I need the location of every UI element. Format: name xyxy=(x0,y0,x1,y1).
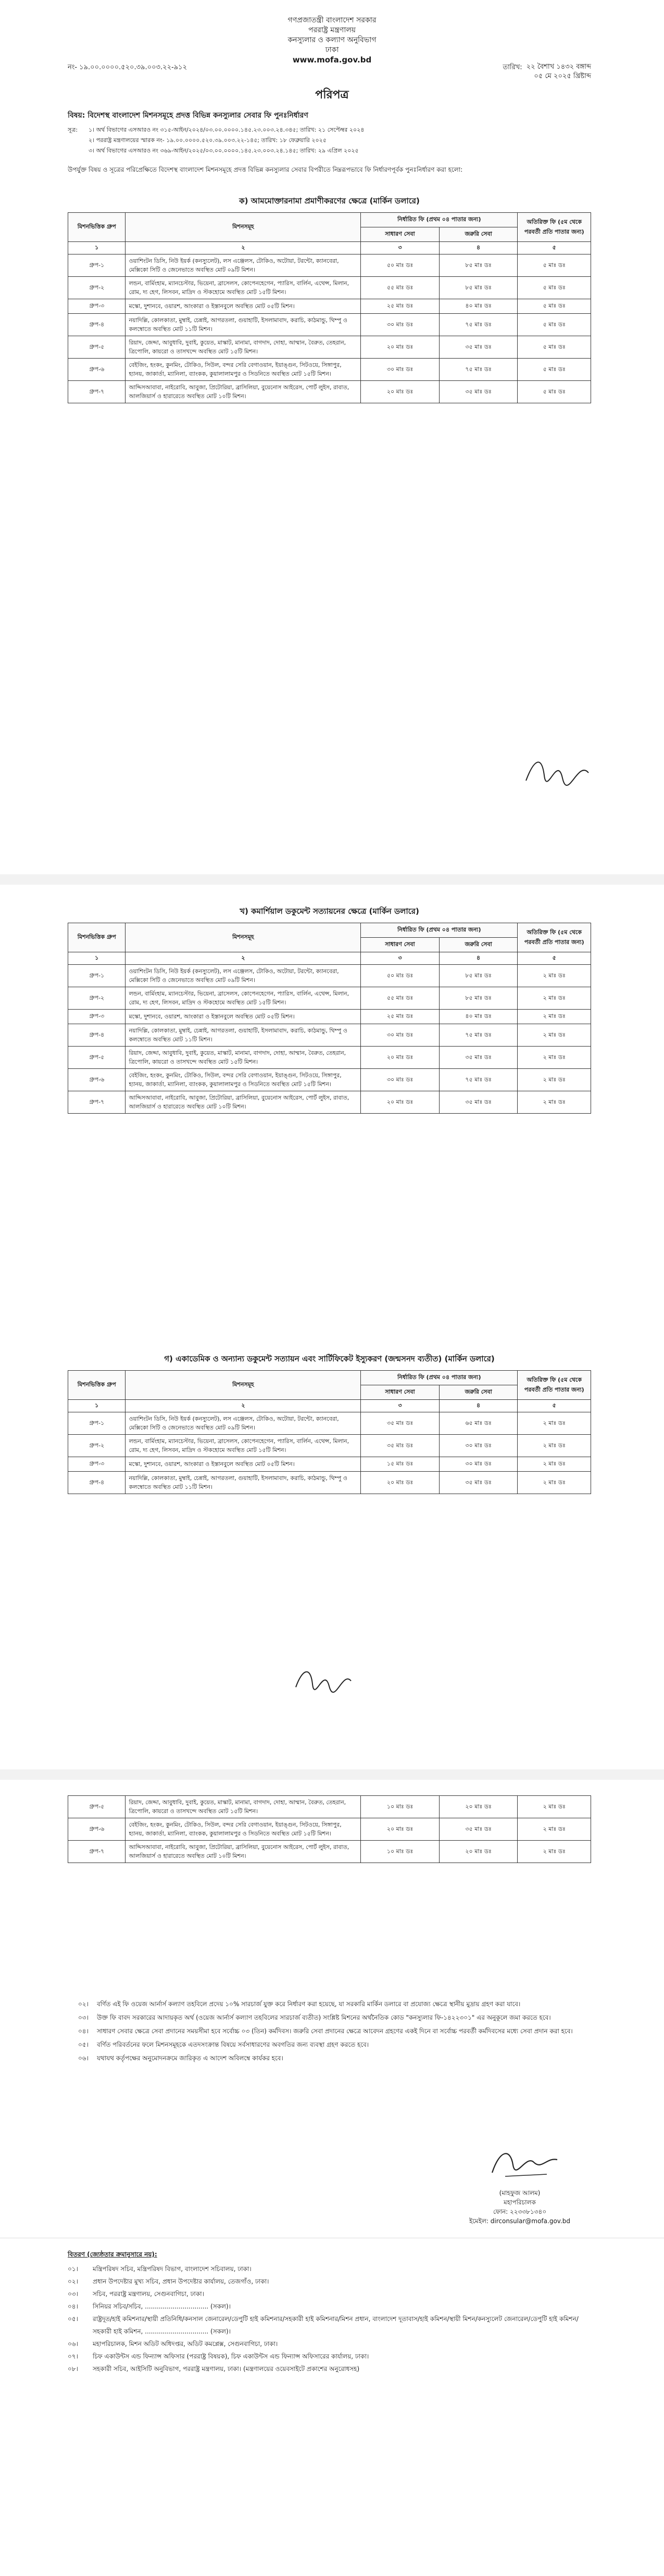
note-item xyxy=(78,2039,586,2050)
normal-fee-cell: ১০ মাঃ ডঃ xyxy=(361,1796,440,1818)
missions-cell: আদ্দিসআবাবা, নাইরোবি, আবুজা, প্রিটোরিয়া, ব্রাসিলিয়া, বুয়েনোস আইরেস, পোর্ট লুইস, রাবাত, আলজিয়ার্স ও হারারেতে অবস্থিত মোট ১০টি মিশন। xyxy=(126,1841,361,1863)
urgent-fee-cell: ৬৫ মাঃ ডঃ xyxy=(439,1412,518,1435)
distribution-number: ০৮। xyxy=(68,2365,78,2373)
table-row xyxy=(68,314,591,336)
extra-fee-cell: ২ মাঃ ডঃ xyxy=(518,1091,591,1114)
table-row xyxy=(68,965,591,987)
document-page-1 xyxy=(0,0,664,874)
section-b xyxy=(68,906,591,1114)
distribution-number: ০২। xyxy=(68,2278,78,2285)
urgent-fee-cell: ৭৫ মাঃ ডঃ xyxy=(439,359,518,381)
extra-fee-cell: ৫ মাঃ ডঃ xyxy=(518,359,591,381)
section-b-heading: খ) কমার্শিয়াল ডকুমেন্ট সত্যায়নের ক্ষেত্রে (মার্কিন ডলারে) xyxy=(240,907,419,916)
column-number: ৩ xyxy=(361,242,440,254)
normal-fee-cell: ২০ মাঃ ডঃ xyxy=(361,381,440,403)
column-number: ৫ xyxy=(518,242,591,254)
memo-row xyxy=(68,62,591,81)
group-cell: গ্রুপ-৪ xyxy=(68,314,126,336)
extra-fee-cell: ৫ মাঃ ডঃ xyxy=(518,381,591,403)
missions-cell: রিয়াদ, জেদ্দা, আবুধাবি, দুবাই, কুয়েত, মাস্কাট, মানামা, বাগদাদ, দোহা, আম্মান, বৈরুত, তেহরান, ত্রিপোলি, কায়রো ও তাসখন্দে অবস্থিত মোট ১৫টি মিশন। xyxy=(126,1796,361,1818)
normal-fee-cell: ৩০ মাঃ ডঃ xyxy=(361,1024,440,1047)
document-page-2 xyxy=(0,885,664,1769)
urgent-fee-cell: ৪০ মাঃ ডঃ xyxy=(439,1010,518,1024)
subject-line xyxy=(68,109,591,122)
distribution-item xyxy=(68,2288,591,2300)
memo-date xyxy=(527,62,591,81)
group-cell: গ্রুপ-৭ xyxy=(68,1841,126,1863)
missions-cell: ওয়াশিংটন ডিসি, নিউ ইয়র্ক (কনস্যুলেট), লস এঞ্জেলস, টোকিও, অটোয়া, টরন্টো, ক্যানবেরা, মেক্সিকো সিটি ও জেনেভাতে অবস্থিত মোট ০৯টি মিশন। xyxy=(126,1412,361,1435)
fee-table-b xyxy=(68,923,591,1114)
initials-signature xyxy=(292,1660,354,1697)
distribution-list xyxy=(68,2248,591,2375)
normal-fee-cell: ৩৫ মাঃ ডঃ xyxy=(361,1435,440,1457)
subject-text: বিদেশস্থ বাংলাদেশ মিশনসমূহে প্রদত্ত বিভিন্ন কনস্যুলার সেবার ফি পুনঃনির্ধারণ xyxy=(87,111,308,120)
extra-fee-cell: ২ মাঃ ডঃ xyxy=(518,1047,591,1069)
normal-fee-cell: ১০ মাঃ ডঃ xyxy=(361,1841,440,1863)
note-text: বর্ণিত পরিবর্তনের ফলে মিশনসমূহকে এতদসংক্রান্ত বিষয়ে সর্বসাধারণের অবগতির জন্য ব্যবস্থা গ্রহণ করতে হবে। xyxy=(97,2041,369,2048)
document-page-3 xyxy=(0,1780,664,2576)
normal-fee-cell: ৫০ মাঃ ডঃ xyxy=(361,254,440,277)
section-a-heading: ক) আমমোক্তারনামা প্রমাণীকরণের ক্ষেত্রে (মার্কিন ডলারে) xyxy=(239,196,420,206)
normal-fee-cell: ৫৫ মাঃ ডঃ xyxy=(361,277,440,299)
column-number: ৪ xyxy=(439,952,518,965)
urgent-fee-cell: ৮৫ মাঃ ডঃ xyxy=(439,277,518,299)
note-number: ০২। xyxy=(78,2000,89,2008)
column-header-fee: নির্ধারিত ফি (প্রথম ০৪ পাতার জন্য) xyxy=(361,213,518,227)
extra-fee-cell: ২ মাঃ ডঃ xyxy=(518,1069,591,1091)
column-number: ১ xyxy=(68,1400,126,1412)
section-c xyxy=(68,1353,591,1494)
table-row xyxy=(68,359,591,381)
group-cell: গ্রুপ-৪ xyxy=(68,1472,126,1494)
missions-cell: মস্কো, দুশানবে, ওয়ারশ, আংকারা ও ইস্তানবুলে অবস্থিত মোট ০৫টি মিশন। xyxy=(126,299,361,314)
memo-date-bangla: ২২ বৈশাখ ১৪৩২ বঙ্গাব্দ xyxy=(526,63,591,71)
reference-item: ১। অর্থ বিভাগের এসআরও নং ৩১৫-আইন/২০২৪/০৩.০০.০০০০.১৪৫.২৩.০০৩.২৪.৩৪৫; তারিখ: ২১ সেপ্টেম্বর ২০২৪ xyxy=(89,126,365,133)
letterhead-line: পররাষ্ট্র মন্ত্রণালয় xyxy=(308,26,356,34)
table-row xyxy=(68,1047,591,1069)
normal-fee-cell: ৩০ মাঃ ডঃ xyxy=(361,1069,440,1091)
group-cell: গ্রুপ-৪ xyxy=(68,1024,126,1047)
extra-fee-cell: ৫ মাঃ ডঃ xyxy=(518,277,591,299)
note-item xyxy=(78,2052,586,2064)
table-row xyxy=(68,1024,591,1047)
distribution-item xyxy=(68,2275,591,2288)
group-cell: গ্রুপ-৬ xyxy=(68,1818,126,1841)
table-row xyxy=(68,336,591,359)
missions-cell: লন্ডন, বার্মিংহাম, ম্যানচেস্টার, ভিয়েনা, ব্রাসেলস, কোপেনহেগেন, প্যারিস, বার্লিন, এথেন্স, মিলান, রোম, দ্য হেগ, লিসবন, মাদ্রিদ ও স্টকহোমে অবস্থিত মোট ১৫টি মিশন। xyxy=(126,987,361,1010)
extra-fee-cell: ২ মাঃ ডঃ xyxy=(518,987,591,1010)
table-row xyxy=(68,1010,591,1024)
note-item xyxy=(78,1998,586,2010)
extra-fee-cell: ২ মাঃ ডঃ xyxy=(518,1841,591,1863)
column-header-urgent: জরুরি সেবা xyxy=(439,938,518,952)
extra-fee-cell: ৫ মাঃ ডঃ xyxy=(518,336,591,359)
column-number: ১ xyxy=(68,952,126,965)
column-number: ৫ xyxy=(518,1400,591,1412)
group-cell: গ্রুপ-৭ xyxy=(68,1091,126,1114)
extra-fee-cell: ৫ মাঃ ডঃ xyxy=(518,299,591,314)
urgent-fee-cell: ৩৫ মাঃ ডঃ xyxy=(439,1472,518,1494)
intro-paragraph: উপর্যুক্ত বিষয় ও সূত্রের পরিপ্রেক্ষিতে বিদেশস্থ বাংলাদেশ মিশনসমূহে প্রদত্ত বিভিন্ন কনস্যুলার সেবার বিপরীতে নিম্নরূপভাবে ফি নির্ধারণপূর্বক পুনঃনির্ধারণ করা হলো: xyxy=(68,166,463,173)
column-header-normal: সাধারণ সেবা xyxy=(361,1385,440,1400)
note-text: বর্ণিত এই ফি ওয়েজ আর্নার্স কল্যাণ তহবিলে প্রদেয় ১০% সারচার্জ যুক্ত করে নির্ধারণ করা হয়েছে, যা সরকারি মার্কিন ডলারে বা প্রযোজ্য ক্ষেত্রে স্থানীয় মুদ্রায় গ্রহণ করা যাবে। xyxy=(97,2000,521,2008)
column-header-extra: অতিরিক্ত ফি (৫ম থেকে পরবর্তী প্রতি পাতার জন্য) xyxy=(518,213,591,242)
column-header-extra: অতিরিক্ত ফি (৫ম থেকে পরবর্তী প্রতি পাতার জন্য) xyxy=(518,923,591,952)
notes-list xyxy=(78,1998,586,2066)
missions-cell: মস্কো, দুশানবে, ওয়ারশ, আংকারা ও ইস্তানবুলে অবস্থিত মোট ০৫টি মিশন। xyxy=(126,1457,361,1472)
distribution-number: ০৭। xyxy=(68,2353,78,2360)
missions-cell: রিয়াদ, জেদ্দা, আবুধাবি, দুবাই, কুয়েত, মাস্কাট, মানামা, বাগদাদ, দোহা, আম্মান, বৈরুত, তেহরান, ত্রিপোলি, কায়রো ও তাসখন্দে অবস্থিত মোট ১৫টি মিশন। xyxy=(126,336,361,359)
normal-fee-cell: ২০ মাঃ ডঃ xyxy=(361,1047,440,1069)
signatory-name: (মাহফুজ আলম) xyxy=(499,2189,541,2197)
note-item xyxy=(78,2012,586,2023)
fee-table-a xyxy=(68,212,591,403)
note-number: ০৬। xyxy=(78,2055,89,2062)
extra-fee-cell: ২ মাঃ ডঃ xyxy=(518,965,591,987)
urgent-fee-cell: ৩৫ মাঃ ডঃ xyxy=(439,1047,518,1069)
extra-fee-cell: ২ মাঃ ডঃ xyxy=(518,1010,591,1024)
extra-fee-cell: ৫ মাঃ ডঃ xyxy=(518,314,591,336)
missions-cell: ওয়াশিংটন ডিসি, নিউ ইয়র্ক (কনস্যুলেট), লস এঞ্জেলস, টোকিও, অটোয়া, টরন্টো, ক্যানবেরা, মেক্সিকো সিটি ও জেনেভাতে অবস্থিত মোট ০৯টি মিশন। xyxy=(126,254,361,277)
group-cell: গ্রুপ-৩ xyxy=(68,1457,126,1472)
column-header-fee: নির্ধারিত ফি (প্রথম ০৪ পাতার জন্য) xyxy=(361,923,518,938)
missions-cell: ওয়াশিংটন ডিসি, নিউ ইয়র্ক (কনস্যুলেট), লস এঞ্জেলস, টোকিও, অটোয়া, টরন্টো, ক্যানবেরা, মেক্সিকো সিটি ও জেনেভাতে অবস্থিত মোট ০৯টি মিশন। xyxy=(126,965,361,987)
urgent-fee-cell: ৩৫ মাঃ ডঃ xyxy=(439,336,518,359)
urgent-fee-cell: ২০ মাঃ ডঃ xyxy=(439,1841,518,1863)
missions-cell: বেইজিং, হংকং, কুনমিং, টোকিও, সিউল, বন্দর সেরি বেগাওয়ান, ইয়াঙ্গুন, সিটওয়ে, সিঙ্গাপুর, হ্যানয়, জাকার্তা, ম্যানিলা, ব্যাংকক, কুয়ালালামপুর ও সিডনিতে অবস্থিত মোট ১৫টি মিশন। xyxy=(126,1818,361,1841)
note-number: ০৩। xyxy=(78,2014,89,2021)
column-header-normal: সাধারণ সেবা xyxy=(361,938,440,952)
urgent-fee-cell: ৭৫ মাঃ ডঃ xyxy=(439,1069,518,1091)
memo-date-label: তারিখ: xyxy=(503,63,522,71)
column-number: ৩ xyxy=(361,1400,440,1412)
initials-signature xyxy=(521,749,594,791)
distribution-number: ০৪। xyxy=(68,2303,78,2310)
reference-list xyxy=(68,125,591,156)
signatory-title: মহাপরিচালক xyxy=(504,2199,536,2206)
normal-fee-cell: ৫০ মাঃ ডঃ xyxy=(361,965,440,987)
note-text: যথাযথ কর্তৃপক্ষের অনুমোদনক্রমে জারিকৃত এ আদেশ অবিলম্বে কার্যকর হবে। xyxy=(97,2055,283,2062)
column-header-missions: মিশনসমূহ xyxy=(126,923,361,952)
table-row xyxy=(68,1818,591,1841)
column-header-missions: মিশনসমূহ xyxy=(126,213,361,242)
urgent-fee-cell: ৮৫ মাঃ ডঃ xyxy=(439,965,518,987)
section-c-heading: গ) একাডেমিক ও অন্যান্য ডকুমেন্ট সত্যায়ন এবং সার্টিফিকেট ইস্যুকরণ (জন্মসনদ ব্যতীত) (মার্কিন ডলারে) xyxy=(164,1354,495,1363)
column-header-normal: সাধারণ সেবা xyxy=(361,227,440,242)
group-cell: গ্রুপ-৬ xyxy=(68,359,126,381)
distribution-number: ০১। xyxy=(68,2265,78,2273)
document-title: পরিপত্র xyxy=(315,88,349,101)
missions-cell: আদ্দিসআবাবা, নাইরোবি, আবুজা, প্রিটোরিয়া, ব্রাসিলিয়া, বুয়েনোস আইরেস, পোর্ট লুইস, রাবাত, আলজিয়ার্স ও হারারেতে অবস্থিত মোট ১০টি মিশন। xyxy=(126,1091,361,1114)
group-cell: গ্রুপ-৬ xyxy=(68,1069,126,1091)
extra-fee-cell: ৫ মাঃ ডঃ xyxy=(518,254,591,277)
group-cell: গ্রুপ-১ xyxy=(68,1412,126,1435)
note-text: উক্ত ফি বাবদ সরকারের আদায়কৃত অর্থ (ওয়েজ আর্নার্স কল্যাণ তহবিলের সারচার্জ ব্যতীত) সংশ্লিষ্ট মিশনের অর্থনৈতিক কোড "কনস্যুলার ফি-১৪২২৩০১" এর অনুকূলে জমা করতে হবে। xyxy=(97,2014,551,2021)
table-row xyxy=(68,277,591,299)
normal-fee-cell: ২৫ মাঃ ডঃ xyxy=(361,299,440,314)
missions-cell: আদ্দিসআবাবা, নাইরোবি, আবুজা, প্রিটোরিয়া, ব্রাসিলিয়া, বুয়েনোস আইরেস, পোর্ট লুইস, রাবাত, আলজিয়ার্স ও হারারেতে অবস্থিত মোট ১০টি মিশন। xyxy=(126,381,361,403)
table-row xyxy=(68,1435,591,1457)
section-c-continued xyxy=(68,1795,591,1863)
distribution-text: সচিব, পররাষ্ট্র মন্ত্রণালয়, সেগুনবাগিচা, ঢাকা। xyxy=(93,2290,204,2298)
distribution-item xyxy=(68,2363,591,2375)
missions-cell: লন্ডন, বার্মিংহাম, ম্যানচেস্টার, ভিয়েনা, ব্রাসেলস, কোপেনহেগেন, প্যারিস, বার্লিন, এথেন্স, মিলান, রোম, দ্য হেগ, লিসবন, মাদ্রিদ ও স্টকহোমে অবস্থিত মোট ১৫টি মিশন। xyxy=(126,1435,361,1457)
table-row xyxy=(68,1412,591,1435)
group-cell: গ্রুপ-৩ xyxy=(68,299,126,314)
distribution-text: সহকারী সচিব, আইসিটি অনুবিভাগ, পররাষ্ট্র মন্ত্রণালয়, ঢাকা। (মন্ত্রণালয়ের ওয়েবসাইটে প্রকাশের অনুরোধসহ) xyxy=(93,2365,360,2373)
memo-date-wrap xyxy=(503,62,591,81)
fee-table-c xyxy=(68,1370,591,1494)
normal-fee-cell: ২০ মাঃ ডঃ xyxy=(361,1472,440,1494)
column-header-urgent: জরুরি সেবা xyxy=(439,1385,518,1400)
urgent-fee-cell: ৭৫ মাঃ ডঃ xyxy=(439,1024,518,1047)
table-row xyxy=(68,1091,591,1114)
extra-fee-cell: ২ মাঃ ডঃ xyxy=(518,1435,591,1457)
subject-label: বিষয়: xyxy=(68,111,85,120)
urgent-fee-cell: ৩৫ মাঃ ডঃ xyxy=(439,1091,518,1114)
reference-item: ৩। অর্থ বিভাগের এসআরও নং ৩৬৯-আইন/২০২৫/০৩.০০.০০০০.১৪৫.২৩.০০৩.২৪.১৪৫; তারিখ: ২৯ এপ্রিল ২০২৫ xyxy=(89,147,359,154)
signatory-email[interactable]: ইমেইল: dirconsular@mofa.gov.bd xyxy=(469,2217,570,2225)
group-cell: গ্রুপ-৫ xyxy=(68,1796,126,1818)
column-header-group: মিশনভিত্তিক গ্রুপ xyxy=(68,213,126,242)
column-number: ৪ xyxy=(439,1400,518,1412)
handwritten-signature xyxy=(484,2144,562,2186)
column-number: ১ xyxy=(68,242,126,254)
group-cell: গ্রুপ-৫ xyxy=(68,336,126,359)
column-number: ৪ xyxy=(439,242,518,254)
column-header-missions: মিশনসমূহ xyxy=(126,1371,361,1400)
urgent-fee-cell: ৩০ মাঃ ডঃ xyxy=(439,1457,518,1472)
normal-fee-cell: ৩০ মাঃ ডঃ xyxy=(361,314,440,336)
normal-fee-cell: ২০ মাঃ ডঃ xyxy=(361,336,440,359)
group-cell: গ্রুপ-১ xyxy=(68,254,126,277)
distribution-item xyxy=(68,2300,591,2313)
extra-fee-cell: ২ মাঃ ডঃ xyxy=(518,1457,591,1472)
normal-fee-cell: ২৫ মাঃ ডঃ xyxy=(361,1010,440,1024)
normal-fee-cell: ১৫ মাঃ ডঃ xyxy=(361,1457,440,1472)
column-header-urgent: জরুরি সেবা xyxy=(439,227,518,242)
urgent-fee-cell: ৭৫ মাঃ ডঃ xyxy=(439,314,518,336)
table-row xyxy=(68,1472,591,1494)
distribution-text: সিনিয়র সচিব/সচিব, ................................ (সকল)। xyxy=(93,2303,231,2310)
group-cell: গ্রুপ-২ xyxy=(68,277,126,299)
missions-cell: নয়াদিল্লি, কোলকাতা, মুম্বাই, চেন্নাই, আগরতলা, গুয়াহাটি, ইসলামাবাদ, করাচি, কাঠমান্ডু, থিম্পু ও কলম্বোতে অবস্থিত মোট ১১টি মিশন। xyxy=(126,1024,361,1047)
normal-fee-cell: ২০ মাঃ ডঃ xyxy=(361,1091,440,1114)
table-row xyxy=(68,1796,591,1818)
letterhead-line: কনস্যুলার ও কল্যাণ অনুবিভাগ xyxy=(287,36,377,44)
website-link[interactable]: www.mofa.gov.bd xyxy=(292,55,372,65)
normal-fee-cell: ২০ মাঃ ডঃ xyxy=(361,1818,440,1841)
group-cell: গ্রুপ-৩ xyxy=(68,1010,126,1024)
missions-cell: নয়াদিল্লি, কোলকাতা, মুম্বাই, চেন্নাই, আগরতলা, গুয়াহাটি, ইসলামাবাদ, করাচি, কাঠমান্ডু, থিম্পু ও কলম্বোতে অবস্থিত মোট ১১টি মিশন। xyxy=(126,1472,361,1494)
distribution-item xyxy=(68,2313,591,2338)
group-cell: গ্রুপ-২ xyxy=(68,1435,126,1457)
urgent-fee-cell: ৩৫ মাঃ ডঃ xyxy=(439,381,518,403)
signatory-phone: ফোন: ২২৩৩৮১৩৪০ xyxy=(493,2208,547,2215)
urgent-fee-cell: ৩৫ মাঃ ডঃ xyxy=(439,1818,518,1841)
note-text: সাধারণ সেবার ক্ষেত্রে সেবা প্রদানের সময়সীমা হবে সর্বোচ্চ ০৩ (তিন) কর্মদিবস। জরুরি সেবা প্রদানের ক্ষেত্রে আবেদন গ্রহণের একই দিনে বা সর্বোচ্চ পরবর্তী কর্মদিবসের মধ্যে সেবা প্রদান করা হবে। xyxy=(97,2027,573,2035)
normal-fee-cell: ৩০ মাঃ ডঃ xyxy=(361,359,440,381)
distribution-title: বিতরণ (জ্যেষ্ঠতার ক্রমানুসারে নয়): xyxy=(68,2251,157,2258)
distribution-text: রাষ্ট্রদূত/হাই কমিশনার/স্থায়ী প্রতিনিধি/কনসাল জেনারেল/ডেপুটি হাই কমিশনার/সহকারী হাই কমিশনার/মিশন প্রধান, বাংলাদেশ দূতাবাস/হাই কমিশন/স্থায়ী মিশন/কনস্যুলেট জেনারেল/ডেপুটি হাই কমিশন/সহকারী হাই কমিশন, ................................ (সকল)। xyxy=(93,2315,579,2335)
urgent-fee-cell: ২০ মাঃ ডঃ xyxy=(439,1796,518,1818)
letterhead-line: ঢাকা xyxy=(325,46,339,54)
urgent-fee-cell: ৮৫ মাঃ ডঃ xyxy=(439,987,518,1010)
missions-cell: বেইজিং, হংকং, কুনমিং, টোকিও, সিউল, বন্দর সেরি বেগাওয়ান, ইয়াঙ্গুন, সিটওয়ে, সিঙ্গাপুর, হ্যানয়, জাকার্তা, ম্যানিলা, ব্যাংকক, কুয়ালালামপুর ও সিডনিতে অবস্থিত মোট ১৫টি মিশন। xyxy=(126,359,361,381)
column-number: ২ xyxy=(126,242,361,254)
fee-table-c-continued xyxy=(68,1795,591,1863)
distribution-item xyxy=(68,2263,591,2275)
group-cell: গ্রুপ-৭ xyxy=(68,381,126,403)
distribution-text: মহাপরিচালক, মিশন অডিট অধিদপ্তর, অডিট কমপ্লেক্স, সেগুনবাগিচা, ঢাকা। xyxy=(93,2340,278,2348)
note-number: ০৪। xyxy=(78,2027,89,2035)
missions-cell: লন্ডন, বার্মিংহাম, ম্যানচেস্টার, ভিয়েনা, ব্রাসেলস, কোপেনহেগেন, প্যারিস, বার্লিন, এথেন্স, মিলান, রোম, দ্য হেগ, লিসবন, মাদ্রিদ ও স্টকহোমে অবস্থিত মোট ১৫টি মিশন। xyxy=(126,277,361,299)
distribution-item xyxy=(68,2350,591,2363)
distribution-text: মন্ত্রিপরিষদ সচিব, মন্ত্রিপরিষদ বিভাগ, বাংলাদেশ সচিবালয়, ঢাকা। xyxy=(93,2265,252,2273)
table-row xyxy=(68,381,591,403)
urgent-fee-cell: ৪০ মাঃ ডঃ xyxy=(439,299,518,314)
note-number: ০৫। xyxy=(78,2041,89,2048)
distribution-number: ০৫। xyxy=(68,2315,78,2323)
missions-cell: নয়াদিল্লি, কোলকাতা, মুম্বাই, চেন্নাই, আগরতলা, গুয়াহাটি, ইসলামাবাদ, করাচি, কাঠমান্ডু, থিম্পু ও কলম্বোতে অবস্থিত মোট ১১টি মিশন। xyxy=(126,314,361,336)
distribution-text: প্রধান উপদেষ্টার মুখ্য সচিব, প্রধান উপদেষ্টার কার্যালয়, তেজগাঁও, ঢাকা। xyxy=(93,2278,269,2285)
extra-fee-cell: ২ মাঃ ডঃ xyxy=(518,1818,591,1841)
note-item xyxy=(78,2025,586,2037)
letterhead-line: গণপ্রজাতন্ত্রী বাংলাদেশ সরকার xyxy=(287,16,377,24)
extra-fee-cell: ২ মাঃ ডঃ xyxy=(518,1796,591,1818)
normal-fee-cell: ৩৫ মাঃ ডঃ xyxy=(361,1412,440,1435)
group-cell: গ্রুপ-২ xyxy=(68,987,126,1010)
extra-fee-cell: ২ মাঃ ডঃ xyxy=(518,1472,591,1494)
column-number: ৩ xyxy=(361,952,440,965)
column-header-group: মিশনভিত্তিক গ্রুপ xyxy=(68,923,126,952)
urgent-fee-cell: ৮৫ মাঃ ডঃ xyxy=(439,254,518,277)
distribution-text: চিফ একাউন্টস এন্ড ফিন্যান্স অফিসার (পররাষ্ট্র বিষয়ক), চিফ একাউন্টস এন্ড ফিন্যান্স অফিসারের কার্যালয়, ঢাকা। xyxy=(93,2353,369,2360)
table-row xyxy=(68,1457,591,1472)
group-cell: গ্রুপ-৫ xyxy=(68,1047,126,1069)
missions-cell: মস্কো, দুশানবে, ওয়ারশ, আংকারা ও ইস্তানবুলে অবস্থিত মোট ০৫টি মিশন। xyxy=(126,1010,361,1024)
reference-item: ২। পররাষ্ট্র মন্ত্রণালয়ের স্মারক নং- ১৯.০০.০০০০.৫২০.৩৯.০০৩.২২-১৪৫; তারিখ: ১৮ ফেব্রুয়ারি ২০২৫ xyxy=(89,137,327,144)
memo-number: নং- ১৯.০০.০০০০.৫২০.৩৯.০০৩.২২-৯১২ xyxy=(68,63,187,71)
column-number: ২ xyxy=(126,1400,361,1412)
letterhead xyxy=(0,0,664,65)
distribution-number: ০৬। xyxy=(68,2340,78,2348)
signature-block xyxy=(469,2188,570,2226)
table-row xyxy=(68,299,591,314)
table-row xyxy=(68,1069,591,1091)
extra-fee-cell: ২ মাঃ ডঃ xyxy=(518,1412,591,1435)
column-header-fee: নির্ধারিত ফি (প্রথম ০৪ পাতার জন্য) xyxy=(361,1371,518,1385)
distribution-item xyxy=(68,2338,591,2350)
urgent-fee-cell: ৩০ মাঃ ডঃ xyxy=(439,1435,518,1457)
missions-cell: বেইজিং, হংকং, কুনমিং, টোকিও, সিউল, বন্দর সেরি বেগাওয়ান, ইয়াঙ্গুন, সিটওয়ে, সিঙ্গাপুর, হ্যানয়, জাকার্তা, ম্যানিলা, ব্যাংকক, কুয়ালালামপুর ও সিডনিতে অবস্থিত মোট ১৫টি মিশন। xyxy=(126,1069,361,1091)
table-row xyxy=(68,987,591,1010)
column-header-extra: অতিরিক্ত ফি (৫ম থেকে পরবর্তী প্রতি পাতার জন্য) xyxy=(518,1371,591,1400)
missions-cell: রিয়াদ, জেদ্দা, আবুধাবি, দুবাই, কুয়েত, মাস্কাট, মানামা, বাগদাদ, দোহা, আম্মান, বৈরুত, তেহরান, ত্রিপোলি, কায়রো ও তাসখন্দে অবস্থিত মোট ১৫টি মিশন। xyxy=(126,1047,361,1069)
reference-label: সূত্র: xyxy=(68,126,78,133)
group-cell: গ্রুপ-১ xyxy=(68,965,126,987)
section-a xyxy=(68,195,591,403)
column-number: ৫ xyxy=(518,952,591,965)
column-number: ২ xyxy=(126,952,361,965)
table-row xyxy=(68,254,591,277)
extra-fee-cell: ২ মাঃ ডঃ xyxy=(518,1024,591,1047)
memo-date-gregorian: ০৫ মে ২০২৫ খ্রিষ্টাব্দ xyxy=(534,72,591,80)
table-row xyxy=(68,1841,591,1863)
normal-fee-cell: ৫৫ মাঃ ডঃ xyxy=(361,987,440,1010)
distribution-number: ০৩। xyxy=(68,2290,78,2298)
column-header-group: মিশনভিত্তিক গ্রুপ xyxy=(68,1371,126,1400)
